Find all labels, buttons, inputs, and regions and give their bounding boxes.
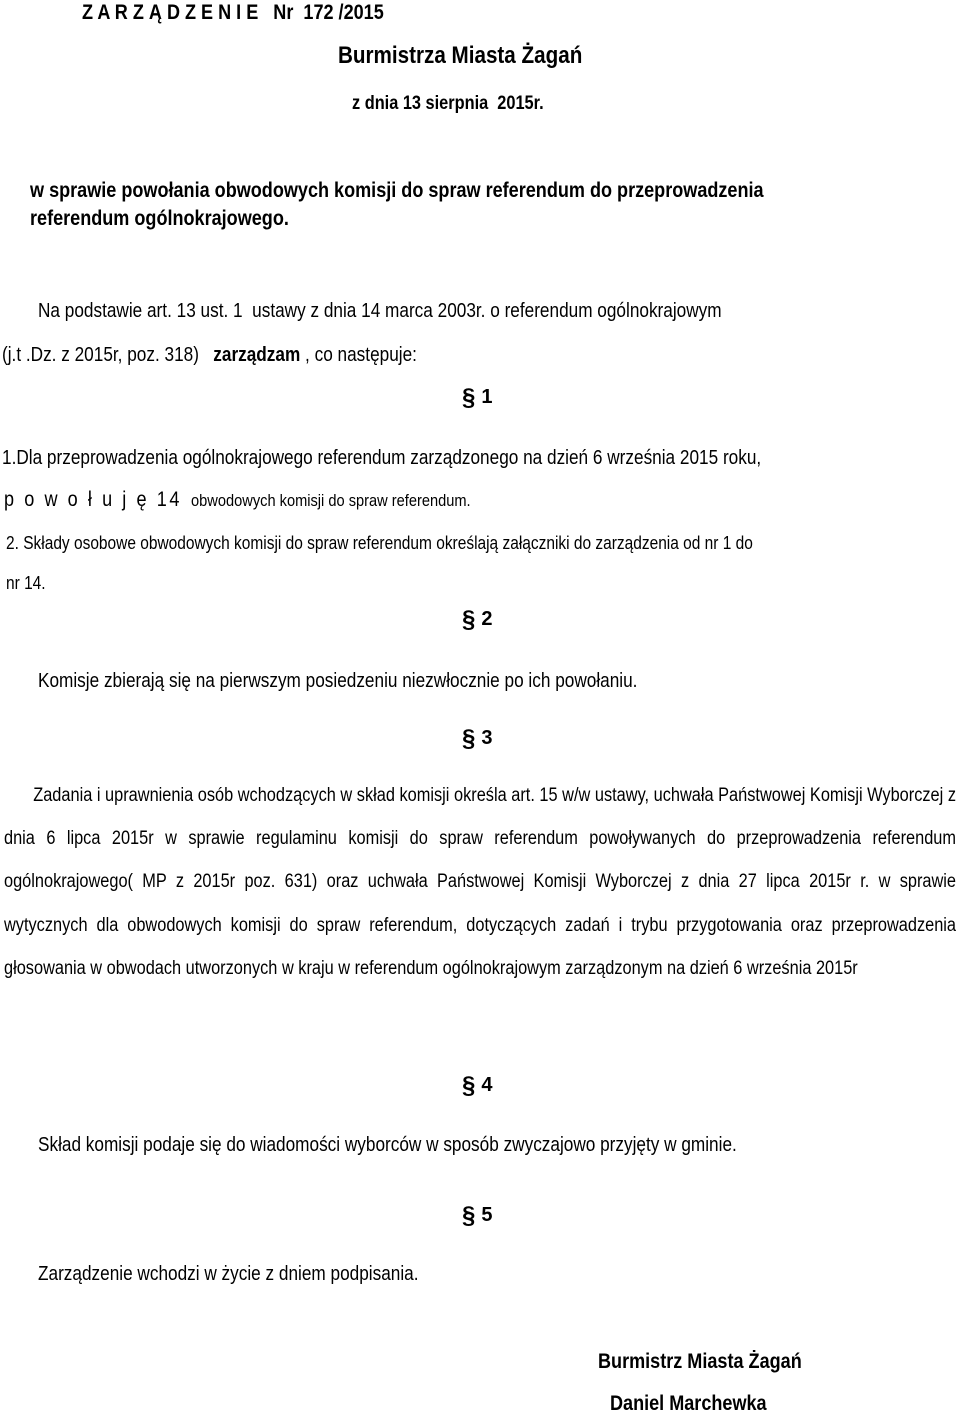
- section-sign-icon: §: [462, 606, 476, 633]
- subject-line-2: referendum ogólnokrajowego.: [30, 207, 289, 230]
- preamble-tail: , co następuje:: [300, 344, 417, 366]
- section-5-text: Zarządzenie wchodzi w życie z dniem podpisania.: [38, 1263, 419, 1285]
- preamble-decree-word: zarządzam: [213, 344, 301, 366]
- appoint-word: p o w o ł u j ę 14: [4, 488, 182, 511]
- section-1-paragraph-2-line-1: 2. Składy osobowe obwodowych komisji do spraw referendum określają załączniki do zarządzenia od nr 1 do: [6, 533, 753, 553]
- document-title: Z A R Z Ą D Z E N I E Nr 172 /2015: [82, 1, 384, 24]
- preamble-basis: (j.t .Dz. z 2015r, poz. 318): [2, 344, 214, 366]
- document-date: z dnia 13 sierpnia 2015r.: [352, 93, 544, 114]
- section-sign-icon: §: [462, 1072, 476, 1099]
- section-1-paragraph-1-line-2: [4, 489, 547, 510]
- section-sign-icon: §: [462, 1202, 476, 1229]
- section-5-heading: § 5: [462, 1202, 493, 1229]
- preamble-line-1: Na podstawie art. 13 ust. 1 ustawy z dnia 14 marca 2003r. o referendum ogólnokrajowym: [38, 300, 722, 322]
- signature-name: Daniel Marchewka: [610, 1392, 767, 1415]
- section-2-heading: § 2: [462, 606, 493, 633]
- appoint-rest: obwodowych komisji do spraw referendum.: [191, 491, 471, 510]
- signature-title: Burmistrz Miasta Żagań: [598, 1350, 802, 1373]
- section-4-heading: § 4: [462, 1072, 493, 1099]
- issuer-heading: Burmistrza Miasta Żagań: [338, 42, 583, 69]
- section-2-text: Komisje zbierają się na pierwszym posiedzeniu niezwłocznie po ich powołaniu.: [38, 670, 638, 692]
- subject-line-1: w sprawie powołania obwodowych komisji do spraw referendum do przeprowadzenia: [30, 179, 764, 202]
- section-sign-icon: §: [462, 384, 476, 411]
- preamble-line-2: [2, 345, 484, 365]
- section-3-heading: § 3: [462, 725, 493, 752]
- section-4-text: Skład komisji podaje się do wiadomości wyborców w sposób zwyczajowo przyjęty w gminie.: [38, 1134, 737, 1156]
- section-1-heading: § 1: [462, 384, 493, 411]
- section-sign-icon: §: [462, 725, 476, 752]
- section-1-paragraph-2-line-2: nr 14.: [6, 573, 46, 593]
- section-3-text: Zadania i uprawnienia osób wchodzących w skład komisji określa art. 15 w/w ustawy, uchwała Państwowej Komisji Wyborczej z dnia 6 lipca 2015r w sprawie regulaminu komisji do spraw referendum powoływanych do przeprowadzenia referendum ogólnokrajowego( MP z 2015r poz. 631) oraz uchwała Państwowej Komisji Wyborczej z dnia 27 lipca 2015r r. w sprawie wytycznych dla obwodowych komisji do spraw referendum, dotyczących zadań i trybu przygotowania oraz przeprowadzenia głosowania w obwodach utworzonych w kraju w referendum ogólnokrajowym zarządzonym na dzień 6 września 2015r: [4, 785, 957, 979]
- section-1-paragraph-1-line-1: 1.Dla przeprowadzenia ogólnokrajowego referendum zarządzonego na dzień 6 września 2015 roku,: [2, 447, 762, 469]
